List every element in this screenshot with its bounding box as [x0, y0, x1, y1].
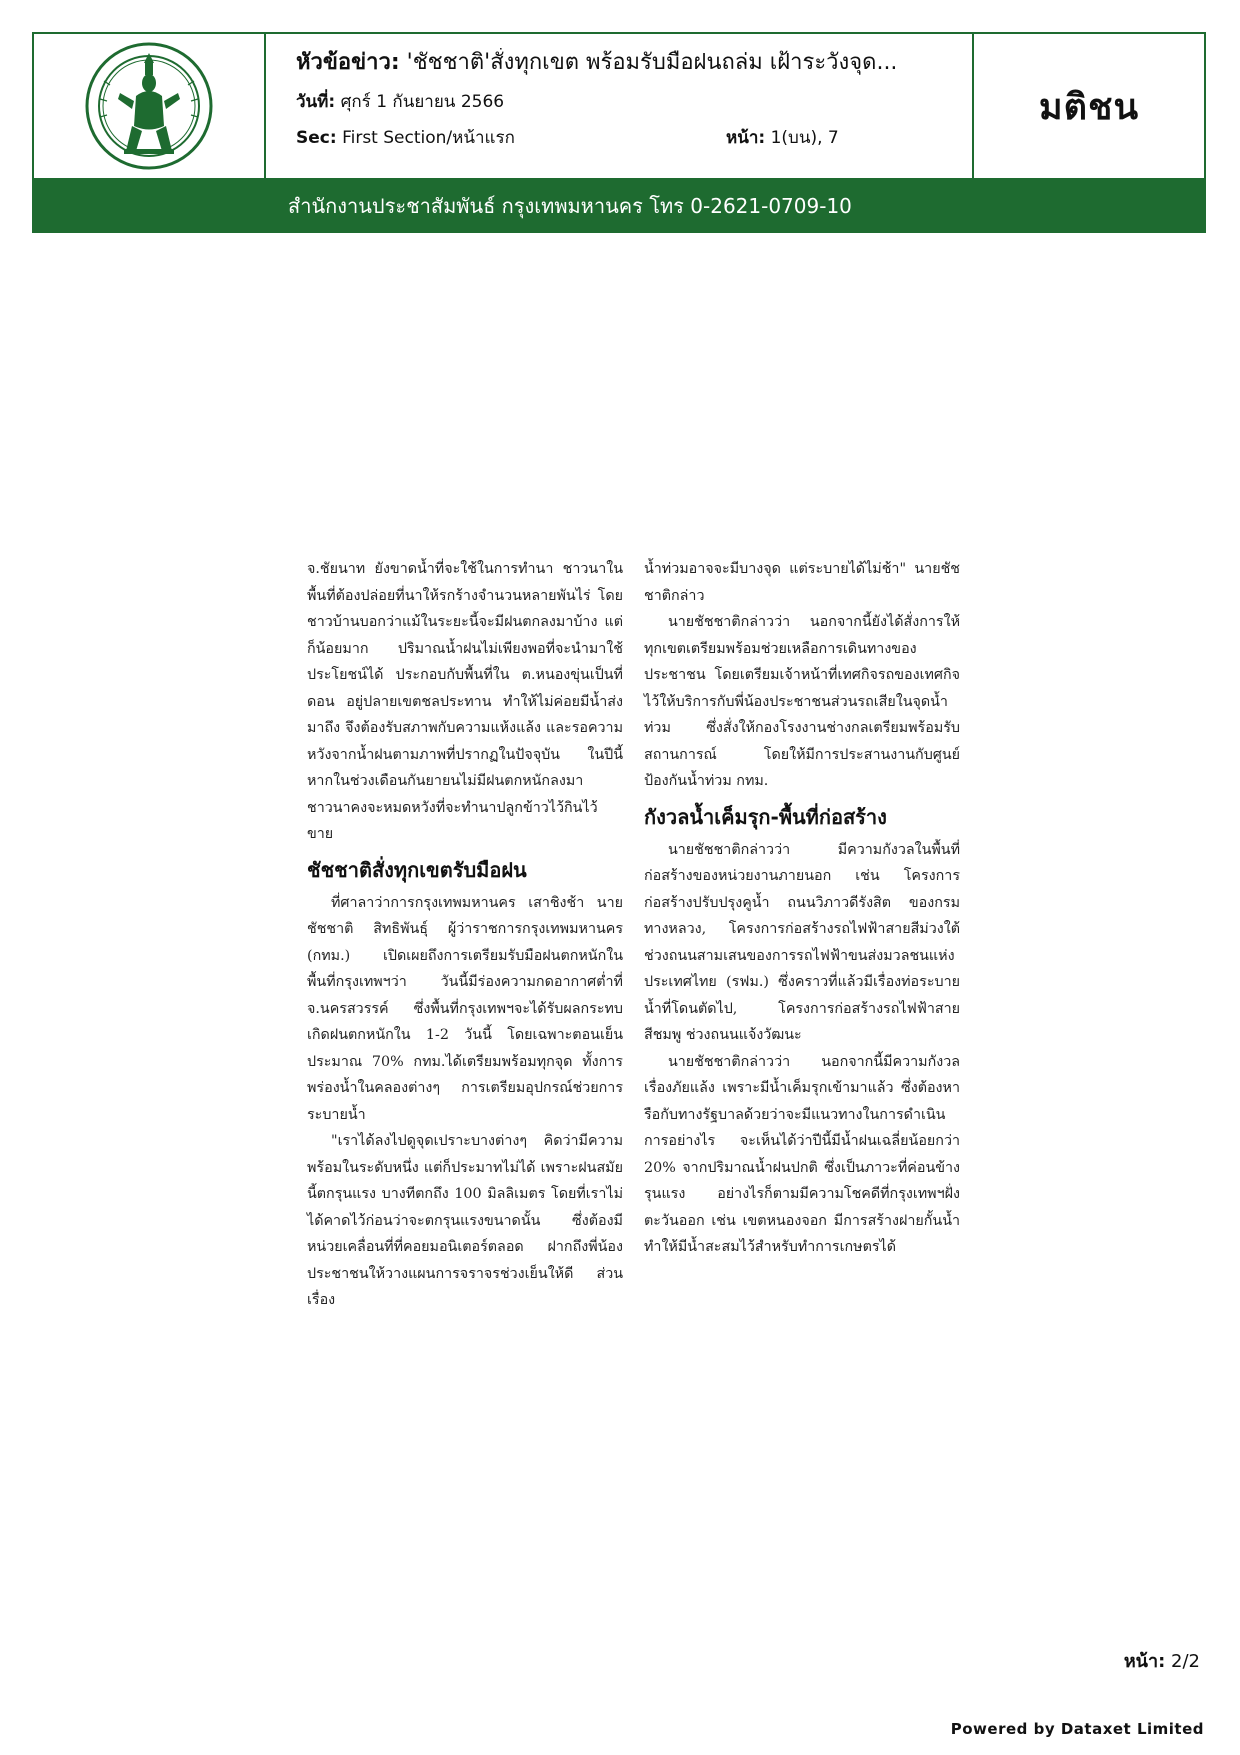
- article-paragraph: น้ำท่วมอาจจะมีบางจุด แต่ระบายได้ไม่ช้า" นายชัชชาติกล่าว: [644, 561, 960, 604]
- bma-seal-logo: [84, 41, 214, 171]
- date-value: ศุกร์ 1 กันยายน 2566: [340, 92, 505, 112]
- article-subheading: ชัชชาติสั่งทุกเขตรับมือฝน: [307, 857, 527, 882]
- headline: [296, 48, 972, 78]
- article-paragraph: นายชัชชาติกล่าวว่า มีความกังวลในพื้นที่ก่อสร้างของหน่วยงานภายนอก เช่น โครงการก่อสร้างปรับปรุงคูน้ำ ถนนวิภาวดีรังสิต ของกรมทางหลวง, โครงการก่อสร้างรถไฟฟ้าสายสีม่วงใต้ ช่วงถนนสามเสนของการรถไฟฟ้าขนส่งมวลชนแห่งประเทศไทย (รฟม.) ซึ่งคราวที่แล้วมีเรื่องท่อระบายน้ำที่โดนตัดไป, โครงการก่อสร้างรถไฟฟ้าสายสีชมพู ช่วงถนนแจ้งวัฒนะ: [644, 841, 960, 1043]
- pr-office-bar: สำนักงานประชาสัมพันธ์ กรุงเทพมหานคร โทร 0-2621-0709-10: [32, 180, 1206, 233]
- page-label: หน้า:: [726, 128, 766, 148]
- page-number-label: หน้า:: [1123, 1651, 1166, 1672]
- section-info: [296, 126, 726, 150]
- page-number: [1124, 1646, 1200, 1675]
- newspaper-name: มติชน: [1038, 86, 1140, 128]
- article-paragraph: ที่ศาลาว่าการกรุงเทพมหานคร เสาชิงช้า นายชัชชาติ สิทธิพันธุ์ ผู้ว่าราชการกรุงเทพมหานคร (กทม.) เปิดเผยถึงการเตรียมรับมือฝนตกหนักในพื้นที่กรุงเทพฯว่า วันนี้มีร่องความกดอากาศต่ำที่ จ.นครสวรรค์ ซึ่งพื้นที่กรุงเทพฯจะได้รับผลกระทบเกิดฝนตกหนักใน 1-2 วันนี้ โดยเฉพาะตอนเย็นประมาณ 70% กทม.ได้เตรียมพร้อมทุกจุด ทั้งการพร่องน้ำในคลองต่างๆ การเตรียมอุปกรณ์ช่วยการระบายน้ำ: [307, 894, 623, 1123]
- clipping-header: [32, 32, 1206, 180]
- source-cell: [974, 34, 1204, 178]
- date-label: วันที่:: [296, 92, 336, 112]
- clipping-info: [266, 34, 974, 178]
- article-paragraph: "เราได้ลงไปดูจุดเปราะบางต่างๆ คิดว่ามีความพร้อมในระดับหนึ่ง แต่ก็ประมาทไม่ได้ เพราะฝนสมัยนี้ตกรุนแรง บางทีตกถึง 100 มิลลิเมตร โดยที่เราไม่ได้คาดไว้ก่อนว่าจะตกรุนแรงขนาดนั้น ซึ่งต้องมีหน่วยเคลื่อนที่ที่คอยมอนิเตอร์ตลอด ฝากถึงพี่น้องประชาชนให้วางแผนการจราจรช่วงเย็นให้ดี ส่วนเรื่อง: [307, 1133, 623, 1308]
- article-column-left: [307, 556, 623, 1314]
- powered-by: Powered by Dataxet Limited: [950, 1720, 1204, 1738]
- section-label: Sec:: [296, 128, 337, 148]
- section-value: First Section/หน้าแรก: [342, 128, 515, 148]
- logo-cell: [34, 34, 266, 178]
- section-row: [296, 126, 972, 150]
- article-subheading: กังวลน้ำเค็มรุก-พื้นที่ก่อสร้าง: [644, 804, 887, 829]
- page-info: [726, 126, 839, 150]
- headline-text: 'ชัชชาติ'สั่งทุกเขต พร้อมรับมือฝนถล่ม เฝ้าระวังจุด...: [406, 50, 898, 75]
- article-paragraph: นายชัชชาติกล่าวว่า นอกจากนี้มีความกังวลเรื่องภัยแล้ง เพราะมีน้ำเค็มรุกเข้ามาแล้ว ซึ่งต้องหารือกับทางรัฐบาลด้วยว่าจะมีแนวทางในการดำเนินการอย่างไร จะเห็นได้ว่าปีนี้มีน้ำฝนเฉลี่ยน้อยกว่า 20% จากปริมาณน้ำฝนปกติ ซึ่งเป็นภาวะที่ค่อนข้างรุนแรง อย่างไรก็ตามมีความโชคดีที่กรุงเทพฯฝั่งตะวันออก เช่น เขตหนองจอก มีการสร้างฝายกั้นน้ำ ทำให้มีน้ำสะสมไว้สำหรับทำการเกษตรได้: [644, 1053, 960, 1255]
- date-row: [296, 90, 972, 114]
- article-paragraph: จ.ชัยนาท ยังขาดน้ำที่จะใช้ในการทำนา ชาวนาในพื้นที่ต้องปล่อยที่นาให้รกร้างจำนวนหลายพันไร่ โดยชาวบ้านบอกว่าแม้ในระยะนี้จะมีฝนตกลงมาบ้าง แต่ก็น้อยมาก ปริมาณน้ำฝนไม่เพียงพอที่จะนำมาใช้ประโยชน์ได้ ประกอบกับพื้นที่ใน ต.หนองขุ่นเป็นที่ดอน อยู่ปลายเขตชลประทาน ทำให้ไม่ค่อยมีน้ำส่งมาถึง จึงต้องรับสภาพกับความแห้งแล้ง และรอความหวังจากน้ำฝนตามภาพที่ปรากฏในปัจจุบัน ในปีนี้หากในช่วงเดือนกันยายนไม่มีฝนตกหนักลงมาชาวนาคงจะหมดหวังที่จะทำนาปลูกข้าวไว้กินไว้ขาย: [307, 561, 623, 842]
- article-paragraph: นายชัชชาติกล่าวว่า นอกจากนี้ยังได้สั่งการให้ทุกเขตเตรียมพร้อมช่วยเหลือการเดินทางของประชาชน โดยเตรียมเจ้าหน้าที่เทศกิจรถของเทศกิจไว้ให้บริการกับพี่น้องประชาชนส่วนรถเสียในจุดน้ำท่วม ซึ่งสั่งให้กองโรงงานช่างกลเตรียมพร้อมรับสถานการณ์ โดยให้มีการประสานงานกับศูนย์ป้องกันน้ำท่วม กทม.: [644, 614, 960, 789]
- article-column-right: [644, 556, 960, 1261]
- page-number-value: 2/2: [1171, 1651, 1200, 1672]
- headline-label: หัวข้อข่าว:: [296, 50, 400, 75]
- page-value: 1(บน), 7: [770, 128, 839, 148]
